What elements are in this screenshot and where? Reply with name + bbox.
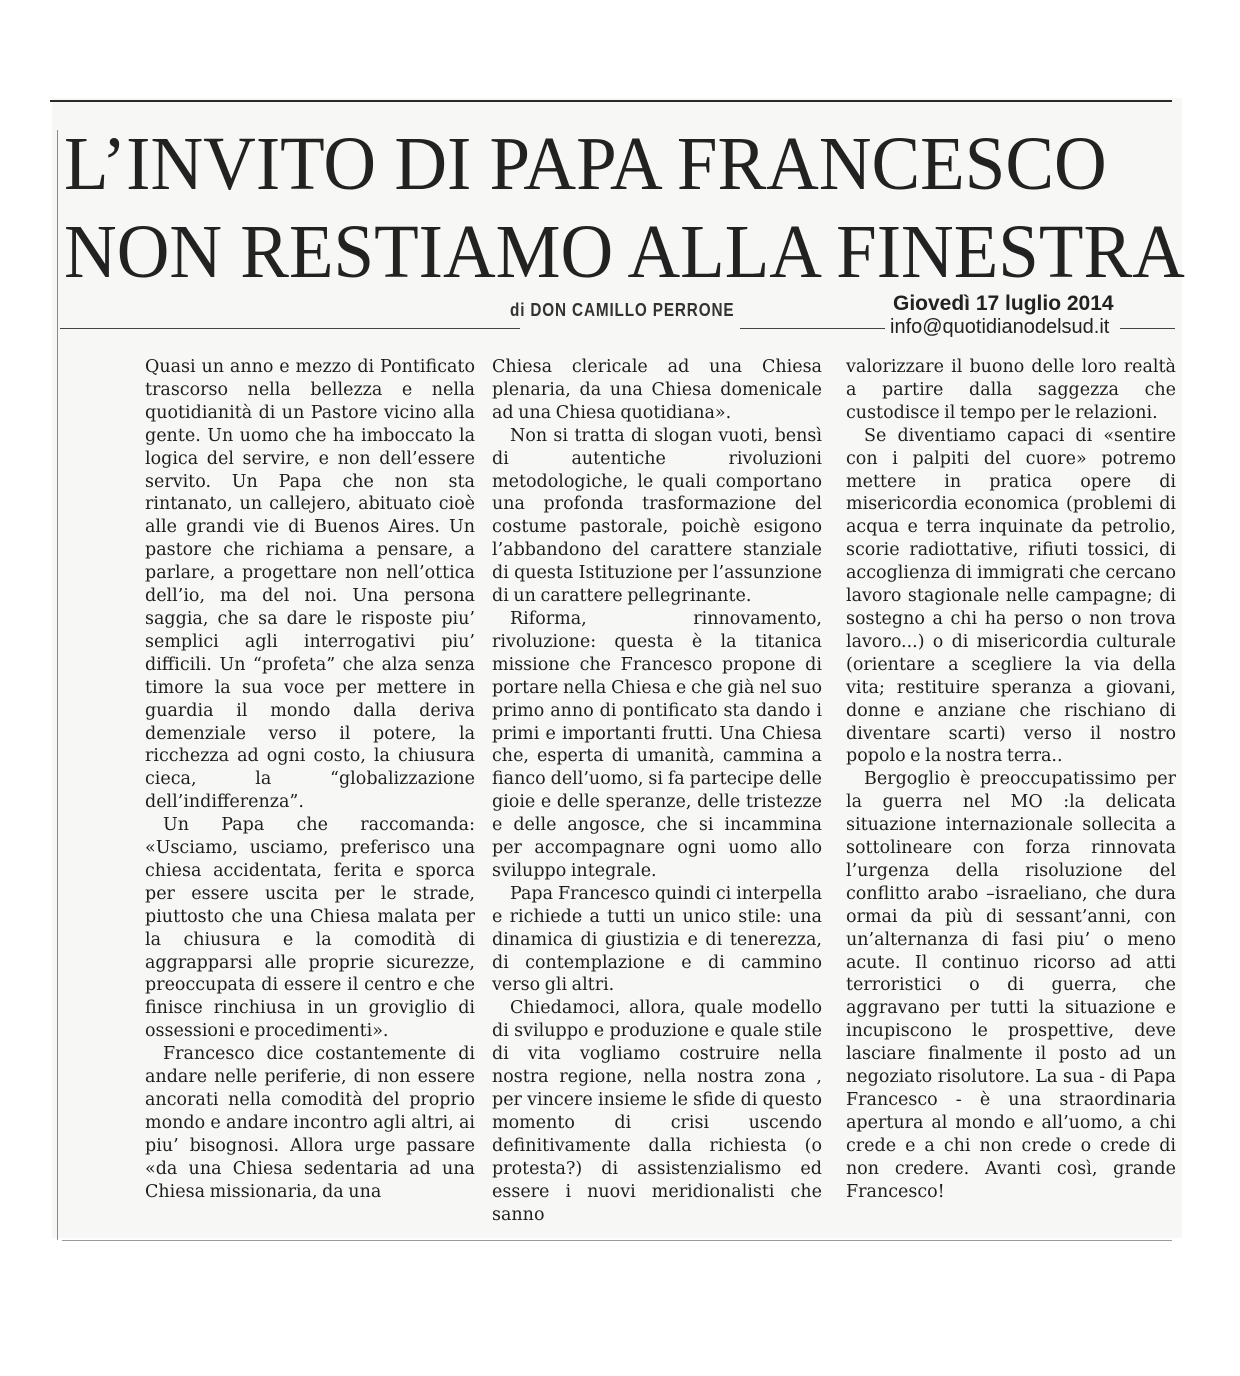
headline-line-1: L’INVITO DI PAPA FRANCESCO [64,122,1107,206]
paragraph: Un Papa che raccomanda: «Usciamo, usciamo, preferisco una chiesa accidentata, ferita e sporca per essere uscita per le strade, piuttosto che una Chiesa malata per la chiusura e la comodità di aggrapparsi alle proprie sicurezze, preoccupata di essere il centro e che finisce rinchiusa in un groviglio di ossessioni e procedimenti». [145,815,475,1042]
left-rule [57,130,58,1240]
byline-rule-right [1120,328,1175,329]
byline-rule-middle [740,328,885,329]
byline: di DON CAMILLO PERRONE [510,300,735,320]
paragraph: Quasi un anno e mezzo di Pontificato trascorso nella bellezza e nella quotidianità di un Pastore vicino alla gente. Un uomo che ha imboccato la logica del servire, e non dell’essere servito. Un Papa che non sta rintanato, un callejero, abituato cioè alle grandi vie di Buenos Aires. Un pastore che richiama a pensare, a parlare, a progettare non nell’ottica dell’io, ma del noi. Una persona saggia, che sa dare le risposte piu’ semplici agli interrogativi piu’ difficili. Un “profeta” che alza senza timore la sua voce per mettere in guardia il mondo dalla deriva demenziale verso il potere, la ricchezza ad ogni costo, la chiusura cieca, la “globalizzazione dell’indifferenza”. [145,357,475,813]
article-column-2 [492,356,822,1226]
bottom-rule [62,1240,1172,1241]
headline-line-2: NON RESTIAMO ALLA FINESTRA [64,210,1185,294]
contact-email: info@quotidianodelsud.it [890,316,1110,338]
paragraph: Chiedamoci, allora, quale modello di sviluppo e produzione e quale stile di vita vogliamo costruire nella nostra regione, nella nostra zona , per vincere insieme le sfide di questo momento di crisi uscendo definitivamente dalla richiesta (o protesta?) di assistenzialismo ed essere i nuovi meridionalisti che sanno [492,998,822,1225]
byline-rule-left [60,328,520,329]
paragraph: Se diventiamo capaci di «sentire con i palpiti del cuore» potremo mettere in pratica opere di misericordia economica (problemi di acqua e terra inquinate da petrolio, scorie radiottative, rifiuti tossici, di accoglienza di immigrati che cercano lavoro stagionale nelle campagne; di sostegno a chi ha perso o non trova lavoro...) o di misericordia culturale (orientare a scegliere la via della vita; restituire speranza a giovani, donne e anziane che rischiano di diventare scarti) verso il nostro popolo e la nostra terra.. [846,425,1176,767]
top-rule [50,100,1172,102]
publication-date: Giovedì 17 luglio 2014 [893,292,1114,315]
paragraph: valorizzare il buono delle loro realtà a partire dalla saggezza che custodisce il tempo per le relazioni. [846,357,1176,423]
paragraph: Bergoglio è preoccupatissimo per la guerra nel MO :la delicata situazione internazionale sollecita a sottolineare con forza rinnovata l’urgenza della risoluzione del conflitto arabo –israeliano, che dura ormai da più di sessant’anni, con un’alternanza di fasi piu’ o meno acute. Il continuo ricorso ad atti terroristici o di guerra, che aggravano per tutti la situazione e incupiscono le prospettive, deve lasciare finalmente il posto ad un negoziato risolutore. La sua - di Papa Francesco - è una straordinaria apertura al mondo e all’uomo, a chi crede e a chi non crede o crede di non credere. Avanti così, grande Francesco! [846,769,1176,1202]
paragraph: Papa Francesco quindi ci interpella e richiede a tutti un unico stile: una dinamica di giustizia e di tenerezza, di contemplazione e di cammino verso gli altri. [492,883,822,996]
paragraph: Francesco dice costantemente di andare nelle periferie, di non essere ancorati nella comodità del proprio mondo e andare incontro agli altri, ai piu’ bisognosi. Allora urge passare «da una Chiesa sedentaria ad una Chiesa missionaria, da una [145,1044,475,1202]
paragraph: Riforma, rinnovamento, rivoluzione: questa è la titanica missione che Francesco propone di portare nella Chiesa e che già nel suo primo anno di pontificato sta dando i primi e importanti frutti. Una Chiesa che, esperta di umanità, cammina a fianco dell’uomo, si fa partecipe delle gioie e delle speranze, delle tristezze e delle angosce, che si incammina per accompagnare ogni uomo allo sviluppo integrale. [492,608,822,881]
article-column-3 [846,356,1176,1204]
paragraph: Non si tratta di slogan vuoti, bensì di autentiche rivoluzioni metodologiche, le quali comportano una profonda trasformazione del costume pastorale, poichè esigono l’abbandono del carattere stanziale di questa Istituzione per l’assunzione di un carattere pellegrinante. [492,425,822,607]
article-column-1 [145,356,475,1204]
paragraph: Chiesa clericale ad una Chiesa plenaria, da una Chiesa domenicale ad una Chiesa quotidiana». [492,357,822,423]
